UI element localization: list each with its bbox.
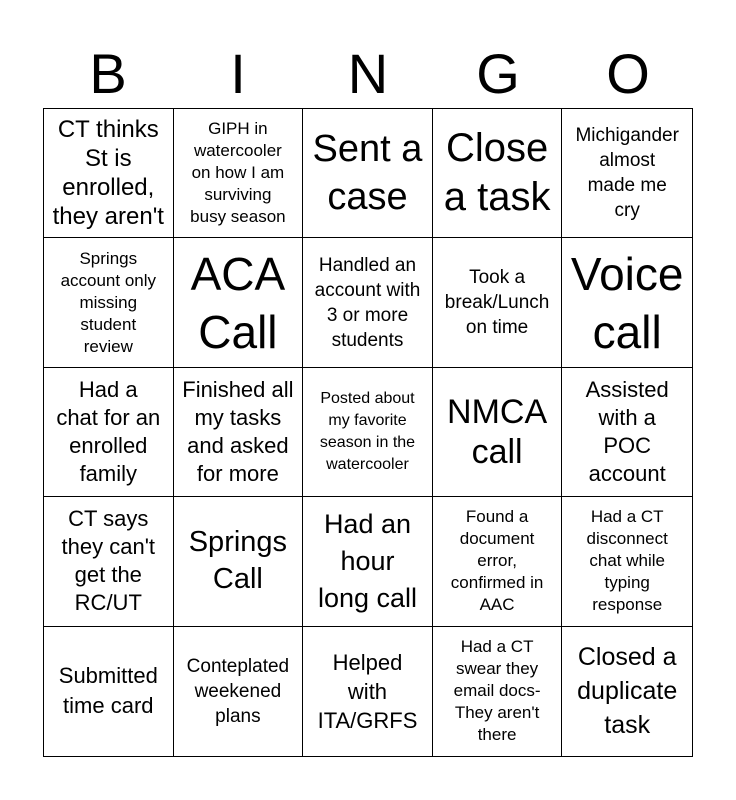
bingo-cell[interactable]: [174, 109, 304, 238]
cell-text: CT says they can't get the RC/UT: [61, 506, 156, 616]
cell-text: Springs account only missing student review: [60, 248, 157, 356]
cell-text: Close a task: [443, 126, 551, 220]
cell-text: Springs Call: [188, 526, 288, 596]
cell-text: Voice call: [570, 247, 684, 358]
cell-text: Posted about my favorite season in the watercooler: [319, 389, 416, 473]
header-letter-g: G: [476, 42, 520, 105]
cell-text: Had a CT disconnect chat while typing response: [586, 507, 668, 615]
bingo-cell[interactable]: [44, 109, 174, 238]
bingo-cell[interactable]: [303, 368, 433, 497]
cell-text: Michigander almost made me cry: [575, 125, 679, 222]
cell-text: Closed a duplicate task: [577, 643, 678, 740]
cell-text: Conteplated weekened plans: [186, 655, 290, 727]
cell-text: NMCA call: [447, 392, 548, 471]
bingo-cell[interactable]: [433, 109, 563, 238]
bingo-cell[interactable]: [44, 368, 174, 497]
bingo-cell[interactable]: [562, 238, 692, 367]
bingo-cell[interactable]: [303, 109, 433, 238]
bingo-cell[interactable]: [562, 627, 692, 756]
cell-text: Sent a case: [312, 128, 423, 219]
bingo-cell[interactable]: [433, 627, 563, 756]
cell-text: Took a break/Lunch on time: [444, 267, 550, 339]
cell-text: Submitted time card: [58, 663, 158, 719]
cell-text: Had a chat for an enrolled family: [56, 376, 161, 486]
bingo-cell[interactable]: [174, 368, 304, 497]
bingo-cell[interactable]: [44, 627, 174, 756]
bingo-cell[interactable]: [433, 497, 563, 626]
cell-text: ACA Call: [190, 247, 286, 358]
cell-text: GIPH in watercooler on how I am surviving busy season: [190, 119, 286, 227]
bingo-cell[interactable]: [433, 368, 563, 497]
cell-text: Found a document error, confirmed in AAC: [450, 507, 544, 615]
bingo-cell[interactable]: [562, 497, 692, 626]
header-letter-n: N: [347, 42, 389, 105]
bingo-cell[interactable]: [303, 238, 433, 367]
bingo-cell[interactable]: [562, 109, 692, 238]
cell-text: Finished all my tasks and asked for more: [182, 376, 294, 486]
bingo-board: [43, 108, 693, 757]
cell-text: Assisted with a POC account: [585, 376, 669, 486]
header-letter-i: I: [230, 42, 246, 105]
bingo-cell[interactable]: [174, 627, 304, 756]
header-letter-o: O: [606, 42, 650, 105]
bingo-cell[interactable]: [562, 368, 692, 497]
cell-text: Had an hour long call: [317, 508, 418, 613]
cell-text: CT thinks St is enrolled, they aren't: [52, 116, 164, 231]
cell-text: Had a CT swear they email docs- They aren't there: [453, 637, 541, 745]
bingo-cell[interactable]: [303, 627, 433, 756]
bingo-cell[interactable]: [174, 497, 304, 626]
bingo-cell[interactable]: [174, 238, 304, 367]
bingo-header: [43, 40, 693, 108]
bingo-cell[interactable]: [433, 238, 563, 367]
header-letter-b: B: [89, 42, 127, 105]
bingo-cell[interactable]: [303, 497, 433, 626]
bingo-cell[interactable]: [44, 238, 174, 367]
cell-text: Handled an account with 3 or more students: [314, 254, 421, 351]
cell-text: Helped with ITA/GRFS: [317, 649, 418, 733]
bingo-cell[interactable]: [44, 497, 174, 626]
